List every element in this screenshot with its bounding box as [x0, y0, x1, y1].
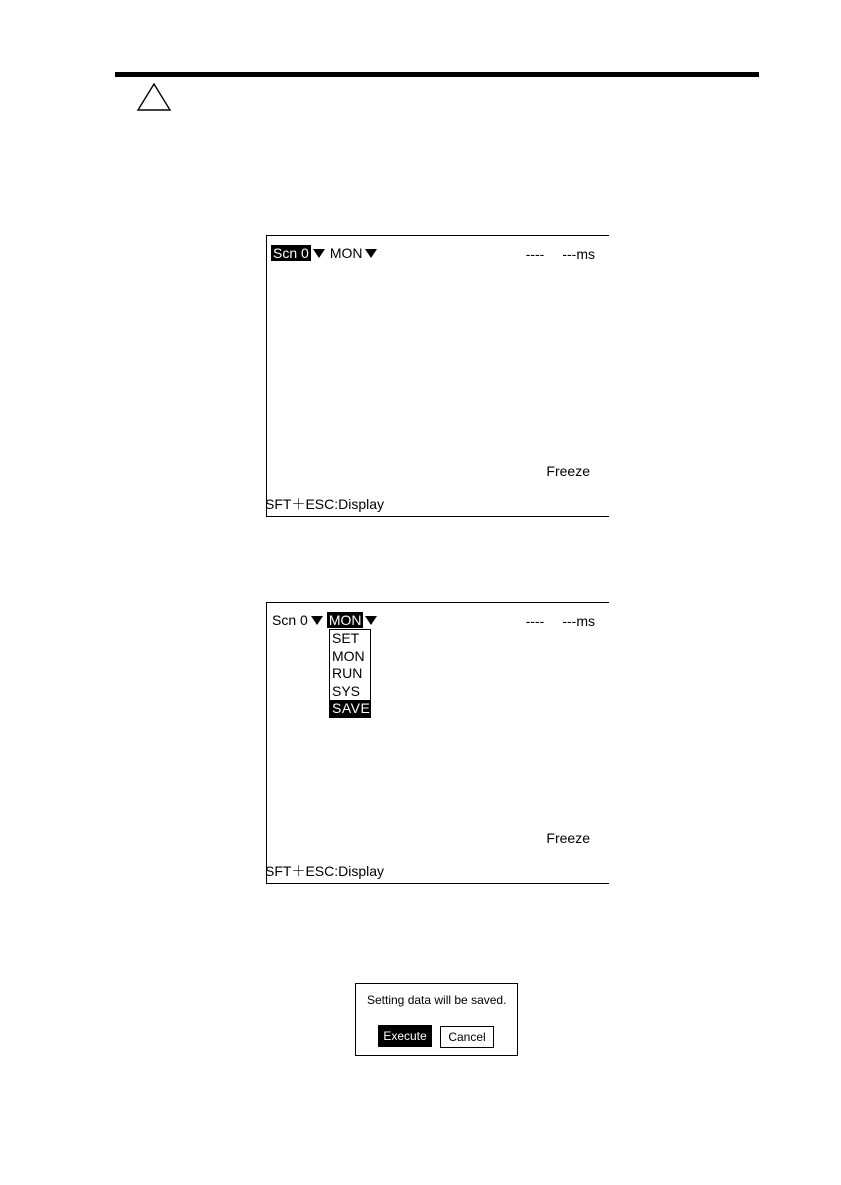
menu-item-save[interactable]: SAVE: [332, 700, 371, 716]
triangle-down-icon[interactable]: [365, 249, 377, 258]
triangle-down-icon[interactable]: [311, 616, 323, 625]
freeze-status: Freeze: [546, 830, 590, 846]
timing-dashes: ----: [525, 613, 545, 629]
scene-selector[interactable]: Scn 0: [273, 245, 309, 261]
timing-dashes: ----: [525, 246, 545, 262]
menu-item-mon[interactable]: MON: [332, 647, 365, 664]
footer-hint: SFT＋ESC:Display: [265, 496, 385, 512]
timing-ms: ---ms: [562, 246, 595, 262]
mode-selector[interactable]: MON: [329, 245, 363, 261]
menu-item-run[interactable]: RUN: [332, 665, 363, 681]
timing-ms: ---ms: [562, 613, 595, 629]
save-confirm-dialog: [355, 983, 518, 1056]
menu-item-sys[interactable]: SYS: [332, 682, 361, 699]
scene-selector[interactable]: Scn 0: [272, 612, 308, 628]
screen-topbar: [271, 612, 381, 628]
mode-selector[interactable]: MON: [328, 612, 362, 628]
mode-dropdown-menu: [329, 629, 371, 718]
monitor-screen-2: [266, 602, 609, 884]
screen-topbar: [271, 245, 381, 261]
triangle-down-icon[interactable]: [365, 616, 377, 625]
header-rule: [115, 72, 759, 77]
cancel-button[interactable]: Cancel: [440, 1026, 494, 1048]
monitor-screen-1: [266, 235, 609, 517]
dialog-message: Setting data will be saved.: [367, 993, 507, 1007]
caution-triangle-icon: [136, 82, 172, 112]
timing-readout: [526, 246, 595, 262]
execute-button[interactable]: Execute: [378, 1025, 432, 1047]
freeze-status: Freeze: [546, 463, 590, 479]
triangle-down-icon[interactable]: [313, 249, 325, 258]
footer-hint: SFT＋ESC:Display: [265, 863, 385, 879]
timing-readout: [526, 613, 595, 629]
menu-item-set[interactable]: SET: [332, 630, 360, 646]
